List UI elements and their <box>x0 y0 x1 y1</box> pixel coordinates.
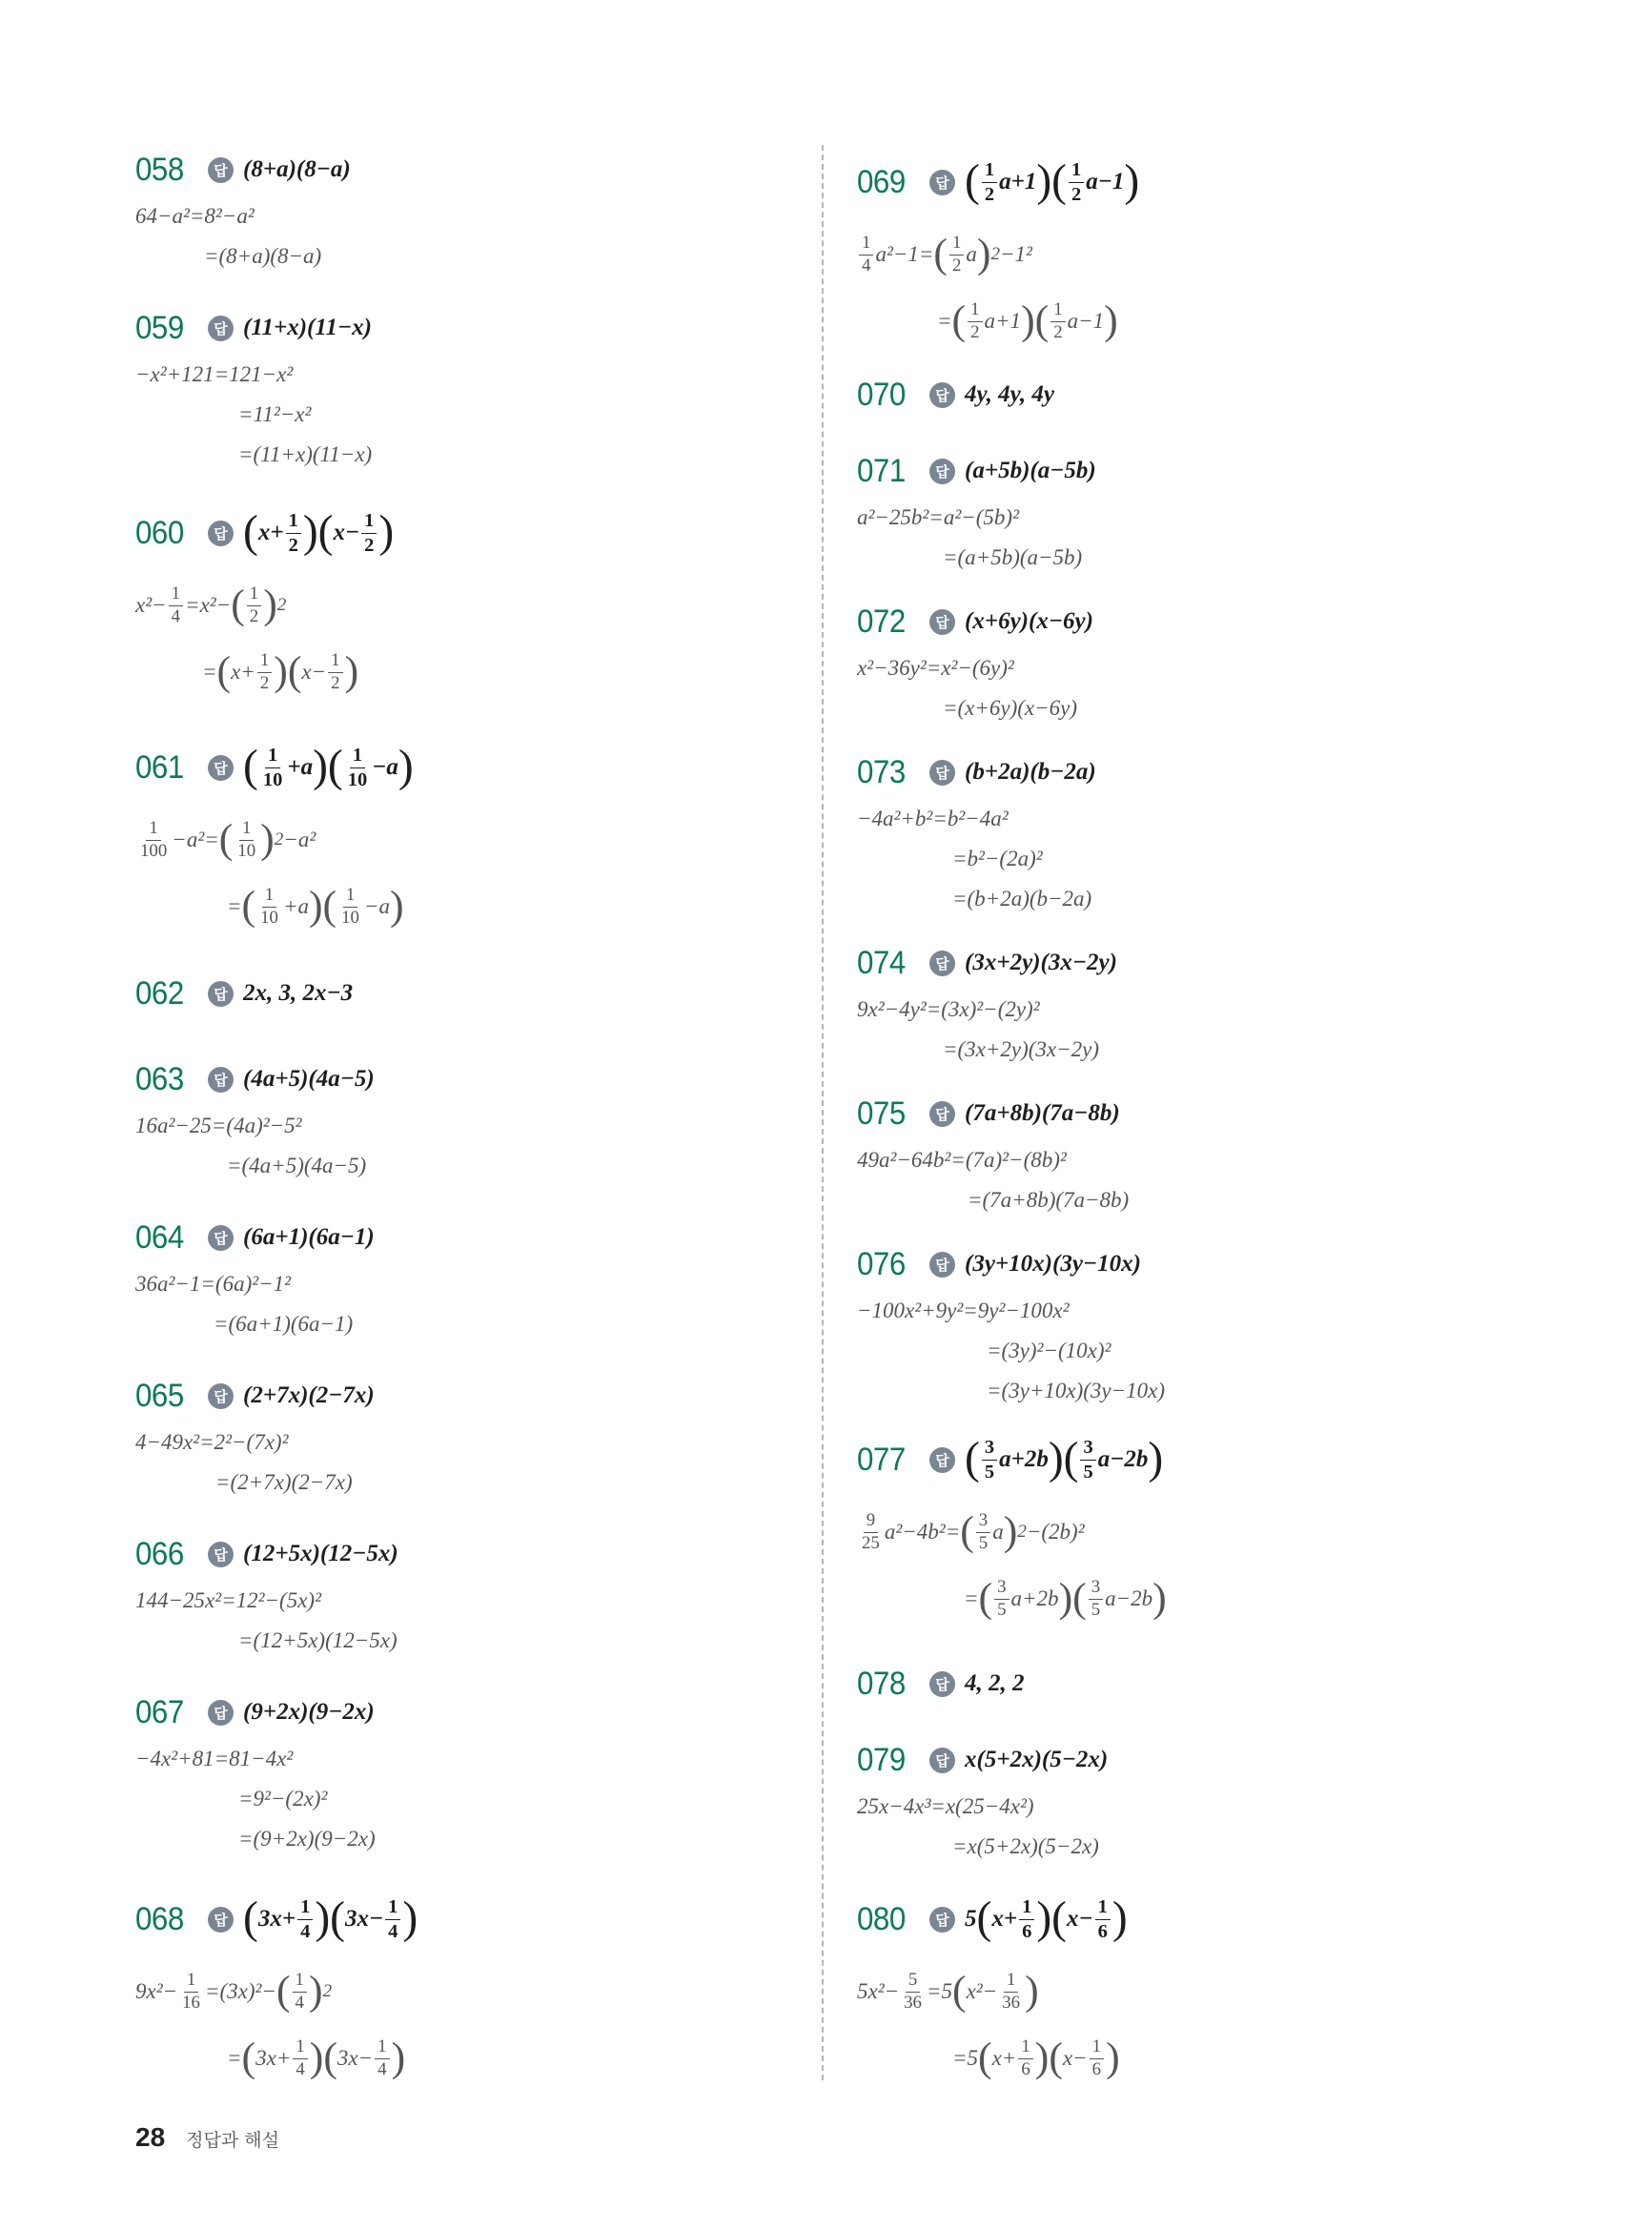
solution-line: a²−25b²=a²−(5b)² <box>857 505 1019 529</box>
solution-line: x²− $\frac{1}{4}$ =x²− ( 1 2 ) 2 <box>135 582 287 628</box>
answer: ( 3x+ $\frac{1}{4}$ ) ( 3x− $\frac{1}{4}$ ) <box>243 1893 418 1944</box>
solution-line: 9x²− $\frac{1}{16}$ =(3x)²− ( 1 4 ) 2 <box>135 1968 333 2015</box>
answer-badge: 답 <box>929 1748 955 1773</box>
answer: ( 1 10 +a ) ( 1 10 −a ) <box>243 742 414 792</box>
answer: 4y, 4y, 4y <box>965 381 1054 407</box>
problem-number: 070 <box>857 376 906 413</box>
solution-line: =(3y+10x)(3y−10x) <box>987 1379 1166 1402</box>
solution-line: 64−a²=8²−a² <box>135 204 255 228</box>
solution-line: =(8+a)(8−a) <box>204 244 322 268</box>
answer-badge: 답 <box>929 951 955 976</box>
answer-badge: 답 <box>208 981 234 1007</box>
answer-badge: 답 <box>208 1067 234 1093</box>
answer-badge: 답 <box>929 459 955 484</box>
problem-067 <box>135 1686 376 1859</box>
answer-badge: 답 <box>208 755 234 781</box>
problem-number: 078 <box>857 1665 906 1702</box>
answer: ( x+ $\frac{1}{2}$ ) ( x− $\frac{1}{2}$ ) <box>243 507 395 558</box>
solution-line: = ( 1 10 +a ) ( 1 10 −a ) <box>227 883 404 930</box>
solution-line: 36a²−1=(6a)²−1² <box>135 1272 292 1296</box>
solution-line: −100x²+9y²=9y²−100x² <box>857 1299 1070 1322</box>
answer: (6a+1)(6a−1) <box>243 1224 375 1250</box>
problem-number: 073 <box>857 753 906 790</box>
answer: ( 1 2 a+1 ) ( 1 2 a−1 ) <box>965 156 1140 207</box>
page-number: 28 <box>135 2122 166 2152</box>
solution-line: =(9+2x)(9−2x) <box>238 1827 376 1851</box>
answer: (3x+2y)(3x−2y) <box>965 950 1117 975</box>
solution-line: =(b+2a)(b−2a) <box>952 887 1092 910</box>
solution-line: 1 100 −a²= ( 1 10 ) 2 −a² <box>140 816 316 863</box>
problem-number: 066 <box>135 1535 184 1572</box>
problem-080 <box>857 1880 1128 2092</box>
problem-065 <box>135 1369 375 1503</box>
solution-line: 16a²−25=(4a)²−5² <box>135 1114 302 1137</box>
solution-line: 9x²−4y²=(3x)²−(2y)² <box>857 997 1040 1021</box>
solution-line: = ( 1 2 a+1 ) ( 1 2 a−1 ) <box>937 297 1118 344</box>
answer-badge: 답 <box>929 170 955 195</box>
problem-066 <box>135 1527 398 1661</box>
answer: 4, 2, 2 <box>965 1670 1025 1696</box>
answer: (b+2a)(b−2a) <box>965 759 1096 785</box>
solution-line: =(2+7x)(2−7x) <box>215 1470 353 1494</box>
answer: (12+5x)(12−5x) <box>243 1541 398 1566</box>
solution-line: −4a²+b²=b²−4a² <box>857 807 1009 830</box>
solution-line: =(4a+5)(4a−5) <box>227 1154 367 1177</box>
answer: (x+6y)(x−6y) <box>965 608 1093 634</box>
answer: (3y+10x)(3y−10x) <box>965 1251 1141 1277</box>
answer-badge: 답 <box>208 1907 234 1933</box>
problem-079 <box>857 1733 1108 1867</box>
answer-badge: 답 <box>208 1225 234 1251</box>
problem-number: 069 <box>857 163 906 200</box>
answer-badge: 답 <box>208 521 234 546</box>
problem-number: 075 <box>857 1095 906 1132</box>
problem-number: 080 <box>857 1900 906 1937</box>
solution-line: =9²−(2x)² <box>238 1787 328 1811</box>
problem-076 <box>857 1238 1165 1411</box>
problem-077 <box>857 1421 1167 1632</box>
solution-line: 1 4 a²−1= ( 1 2 a ) 2 −1² <box>857 221 1139 288</box>
answer-badge: 답 <box>929 1671 955 1697</box>
solution-line: =11²−x² <box>238 402 312 426</box>
problem-number: 064 <box>135 1218 184 1256</box>
problem-number: 067 <box>135 1693 184 1730</box>
problem-061 <box>135 728 414 940</box>
answer: 2x, 3, 2x−3 <box>243 980 354 1006</box>
problem-074 <box>857 936 1117 1070</box>
problem-number: 059 <box>135 309 184 346</box>
problem-070 <box>857 368 1054 421</box>
answer-badge: 답 <box>208 157 234 183</box>
answer: (2+7x)(2−7x) <box>243 1382 375 1408</box>
problem-062 <box>135 967 353 1020</box>
solution-line: =(x+6y)(x−6y) <box>943 696 1078 720</box>
footer-label: 정답과 해설 <box>186 2130 279 2151</box>
problem-number: 058 <box>135 151 184 188</box>
problem-number: 077 <box>857 1441 906 1478</box>
problem-068 <box>135 1880 418 2092</box>
answer: (11+x)(11−x) <box>243 315 372 340</box>
answer-badge: 답 <box>208 1383 234 1409</box>
answer-badge: 답 <box>929 760 955 786</box>
page-footer <box>135 2122 279 2153</box>
answer-badge: 답 <box>208 1700 234 1726</box>
solution-line: 49a²−64b²=(7a)²−(8b)² <box>857 1148 1067 1172</box>
solution-line: =5 ( x+ $\frac{1}{6}$ ) ( x− $\frac{1}{6}$ ) <box>952 2035 1120 2081</box>
problem-059 <box>135 301 372 475</box>
problem-number: 060 <box>135 514 184 551</box>
problem-058 <box>135 143 351 276</box>
answer-badge: 답 <box>929 1447 955 1473</box>
solution-line: = ( 3 5 a+2b ) ( 3 5 a−2b ) <box>964 1575 1167 1622</box>
solution-line: 25x−4x³=x(25−4x²) <box>857 1794 1034 1818</box>
answer: (9+2x)(9−2x) <box>243 1699 375 1725</box>
answer: ( 3 5 a+2b ) ( 3 5 a−2b ) <box>965 1434 1164 1484</box>
answer-badge: 답 <box>929 1252 955 1278</box>
problem-number: 063 <box>135 1060 184 1097</box>
problem-075 <box>857 1087 1129 1220</box>
solution-line: =b²−(2a)² <box>952 847 1043 870</box>
answer: 5 ( x+ $\frac{1}{6}$ ) ( x− $\frac{1}{6}$ ) <box>965 1893 1128 1944</box>
problem-number: 079 <box>857 1741 906 1778</box>
answer-badge: 답 <box>929 382 955 408</box>
problem-number: 065 <box>135 1377 184 1414</box>
solution-line: =(7a+8b)(7a−8b) <box>968 1188 1130 1212</box>
problem-number: 072 <box>857 603 906 640</box>
problem-060 <box>135 494 394 706</box>
problem-number: 076 <box>857 1245 906 1282</box>
problem-number: 068 <box>135 1900 184 1937</box>
column-divider <box>822 145 824 2080</box>
problem-069 <box>857 143 1139 355</box>
solution-line: =(3y)²−(10x)² <box>987 1339 1112 1362</box>
problem-number: 074 <box>857 944 906 981</box>
answer-badge: 답 <box>929 1907 955 1933</box>
answer: (8+a)(8−a) <box>243 156 351 182</box>
solution-line: = ( x+ $\frac{1}{2}$ ) ( x− $\frac{1}{2}$ ) <box>202 648 359 695</box>
problem-number: 062 <box>135 974 184 1012</box>
solution-line: =(6a+1)(6a−1) <box>214 1312 354 1336</box>
solution-line: =x(5+2x)(5−2x) <box>952 1834 1099 1858</box>
solution-line: = ( 3x+ $\frac{1}{4}$ ) ( 3x− $\frac{1}{4}$ ) <box>227 2035 406 2081</box>
problem-number: 071 <box>857 452 906 489</box>
answer: (4a+5)(4a−5) <box>243 1066 375 1092</box>
solution-line: 144−25x²=12²−(5x)² <box>135 1588 321 1612</box>
solution-line: −4x²+81=81−4x² <box>135 1747 294 1770</box>
solution-line: −x²+121=121−x² <box>135 362 294 386</box>
problem-072 <box>857 595 1093 728</box>
problem-078 <box>857 1657 1025 1710</box>
answer-badge: 답 <box>929 609 955 635</box>
solution-line: 5x²− $\frac{5}{36}$ =5 ( x²− $\frac{1}{36}$ ) <box>857 1968 1039 2015</box>
solution-line: 4−49x²=2²−(7x)² <box>135 1430 289 1454</box>
problem-073 <box>857 746 1096 919</box>
solution-line: 9 25 a²−4b²= ( 3 5 a ) 2 −(2b)² <box>862 1508 1085 1555</box>
solution-line: x²−36y²=x²−(6y)² <box>857 656 1014 680</box>
solution-line: =(a+5b)(a−5b) <box>943 545 1083 569</box>
problem-071 <box>857 444 1096 578</box>
answer-badge: 답 <box>208 1542 234 1567</box>
answer: (7a+8b)(7a−8b) <box>965 1100 1120 1126</box>
problem-number: 061 <box>135 748 184 786</box>
answer: (a+5b)(a−5b) <box>965 458 1096 483</box>
solution-line: =(3x+2y)(3x−2y) <box>943 1037 1100 1061</box>
answer: x(5+2x)(5−2x) <box>965 1747 1109 1772</box>
solution-line: =(12+5x)(12−5x) <box>238 1628 398 1652</box>
problem-064 <box>135 1211 375 1344</box>
problem-063 <box>135 1053 375 1186</box>
answer-badge: 답 <box>929 1101 955 1127</box>
solution-line: =(11+x)(11−x) <box>238 442 373 466</box>
answer-badge: 답 <box>208 316 234 341</box>
